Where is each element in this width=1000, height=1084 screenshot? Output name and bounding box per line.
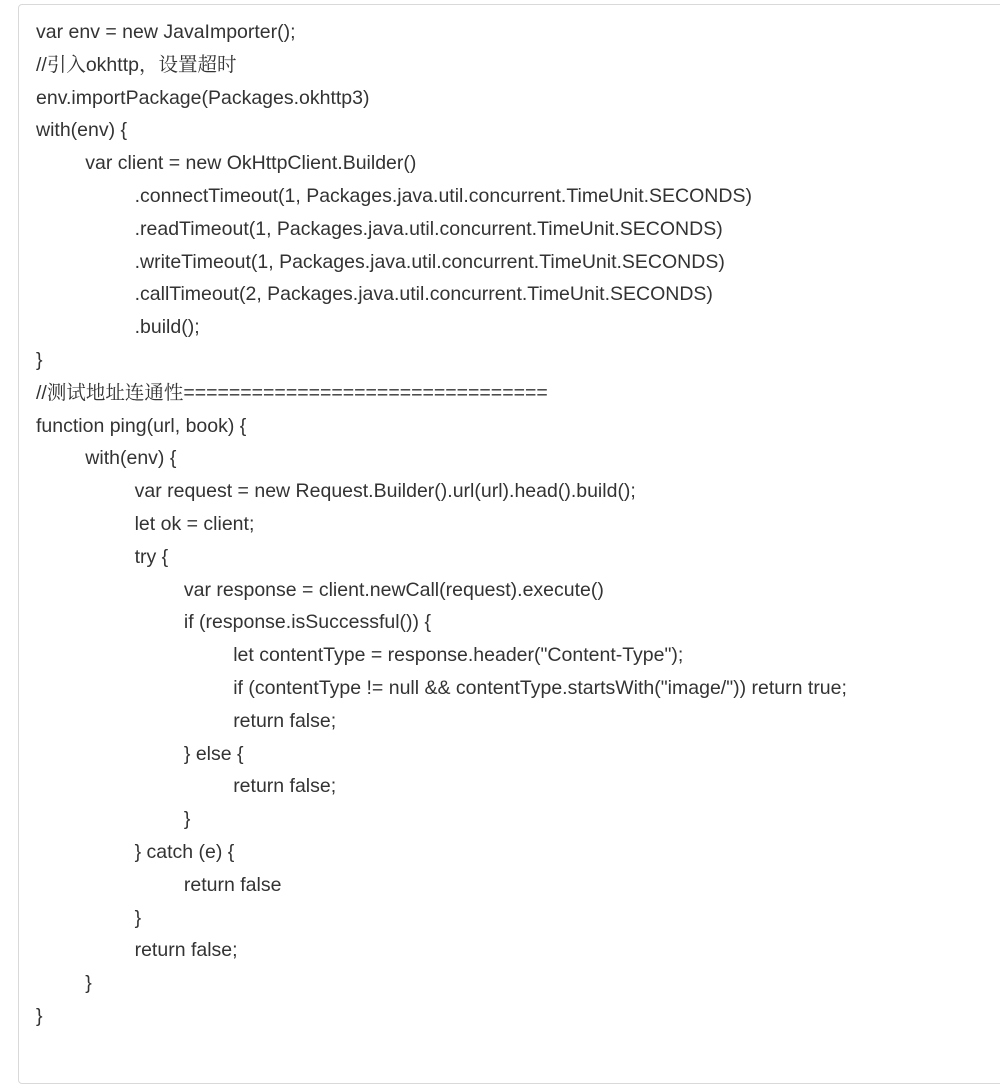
code-line: } [36, 348, 43, 371]
code-line: let ok = client; [134, 512, 255, 535]
code-line: //引入okhttp，设置超时 [36, 53, 237, 76]
code-line: .callTimeout(2, Packages.java.util.concurrent.TimeUnit.SECONDS) [134, 283, 713, 306]
code-block [18, 4, 1000, 1084]
code-line: return false; [233, 775, 337, 798]
code-line: var env = new JavaImporter(); [36, 21, 296, 43]
code-line: env.importPackage(Packages.okhttp3) [36, 86, 370, 109]
code-line: if (response.isSuccessful()) { [183, 611, 431, 634]
code-line: return false; [233, 709, 337, 732]
code-line: if (contentType != null && contentType.startsWith("image/")) return true; [233, 676, 847, 699]
code-line: var client = new OkHttpClient.Builder() [85, 152, 417, 175]
code-line: let contentType = response.header("Content-Type"); [233, 644, 684, 667]
code-line: } [134, 906, 142, 929]
code-line: //测试地址连通性================================ [36, 381, 548, 404]
code-line: } [183, 808, 191, 831]
code-line: with(env) { [85, 447, 177, 470]
code-line: .connectTimeout(1, Packages.java.util.concurrent.TimeUnit.SECONDS) [134, 184, 752, 207]
code-line: } [85, 972, 92, 995]
code-line: var response = client.newCall(request).execute() [183, 578, 604, 601]
code-line: function ping(url, book) { [36, 414, 247, 437]
code-line: return false [183, 873, 282, 896]
code-line: } else { [183, 742, 244, 765]
code-line: try { [134, 545, 169, 568]
code-line: with(env) { [36, 119, 128, 142]
code-line: .build(); [134, 316, 200, 339]
code-line: } [36, 1004, 43, 1027]
code-lines [36, 16, 847, 1033]
code-line: .writeTimeout(1, Packages.java.util.concurrent.TimeUnit.SECONDS) [134, 250, 725, 273]
code-line: return false; [134, 939, 238, 962]
code-line: .readTimeout(1, Packages.java.util.concurrent.TimeUnit.SECONDS) [134, 217, 723, 240]
code-line: var request = new Request.Builder().url(url).head().build(); [134, 480, 636, 503]
code-line: } catch (e) { [134, 840, 235, 863]
